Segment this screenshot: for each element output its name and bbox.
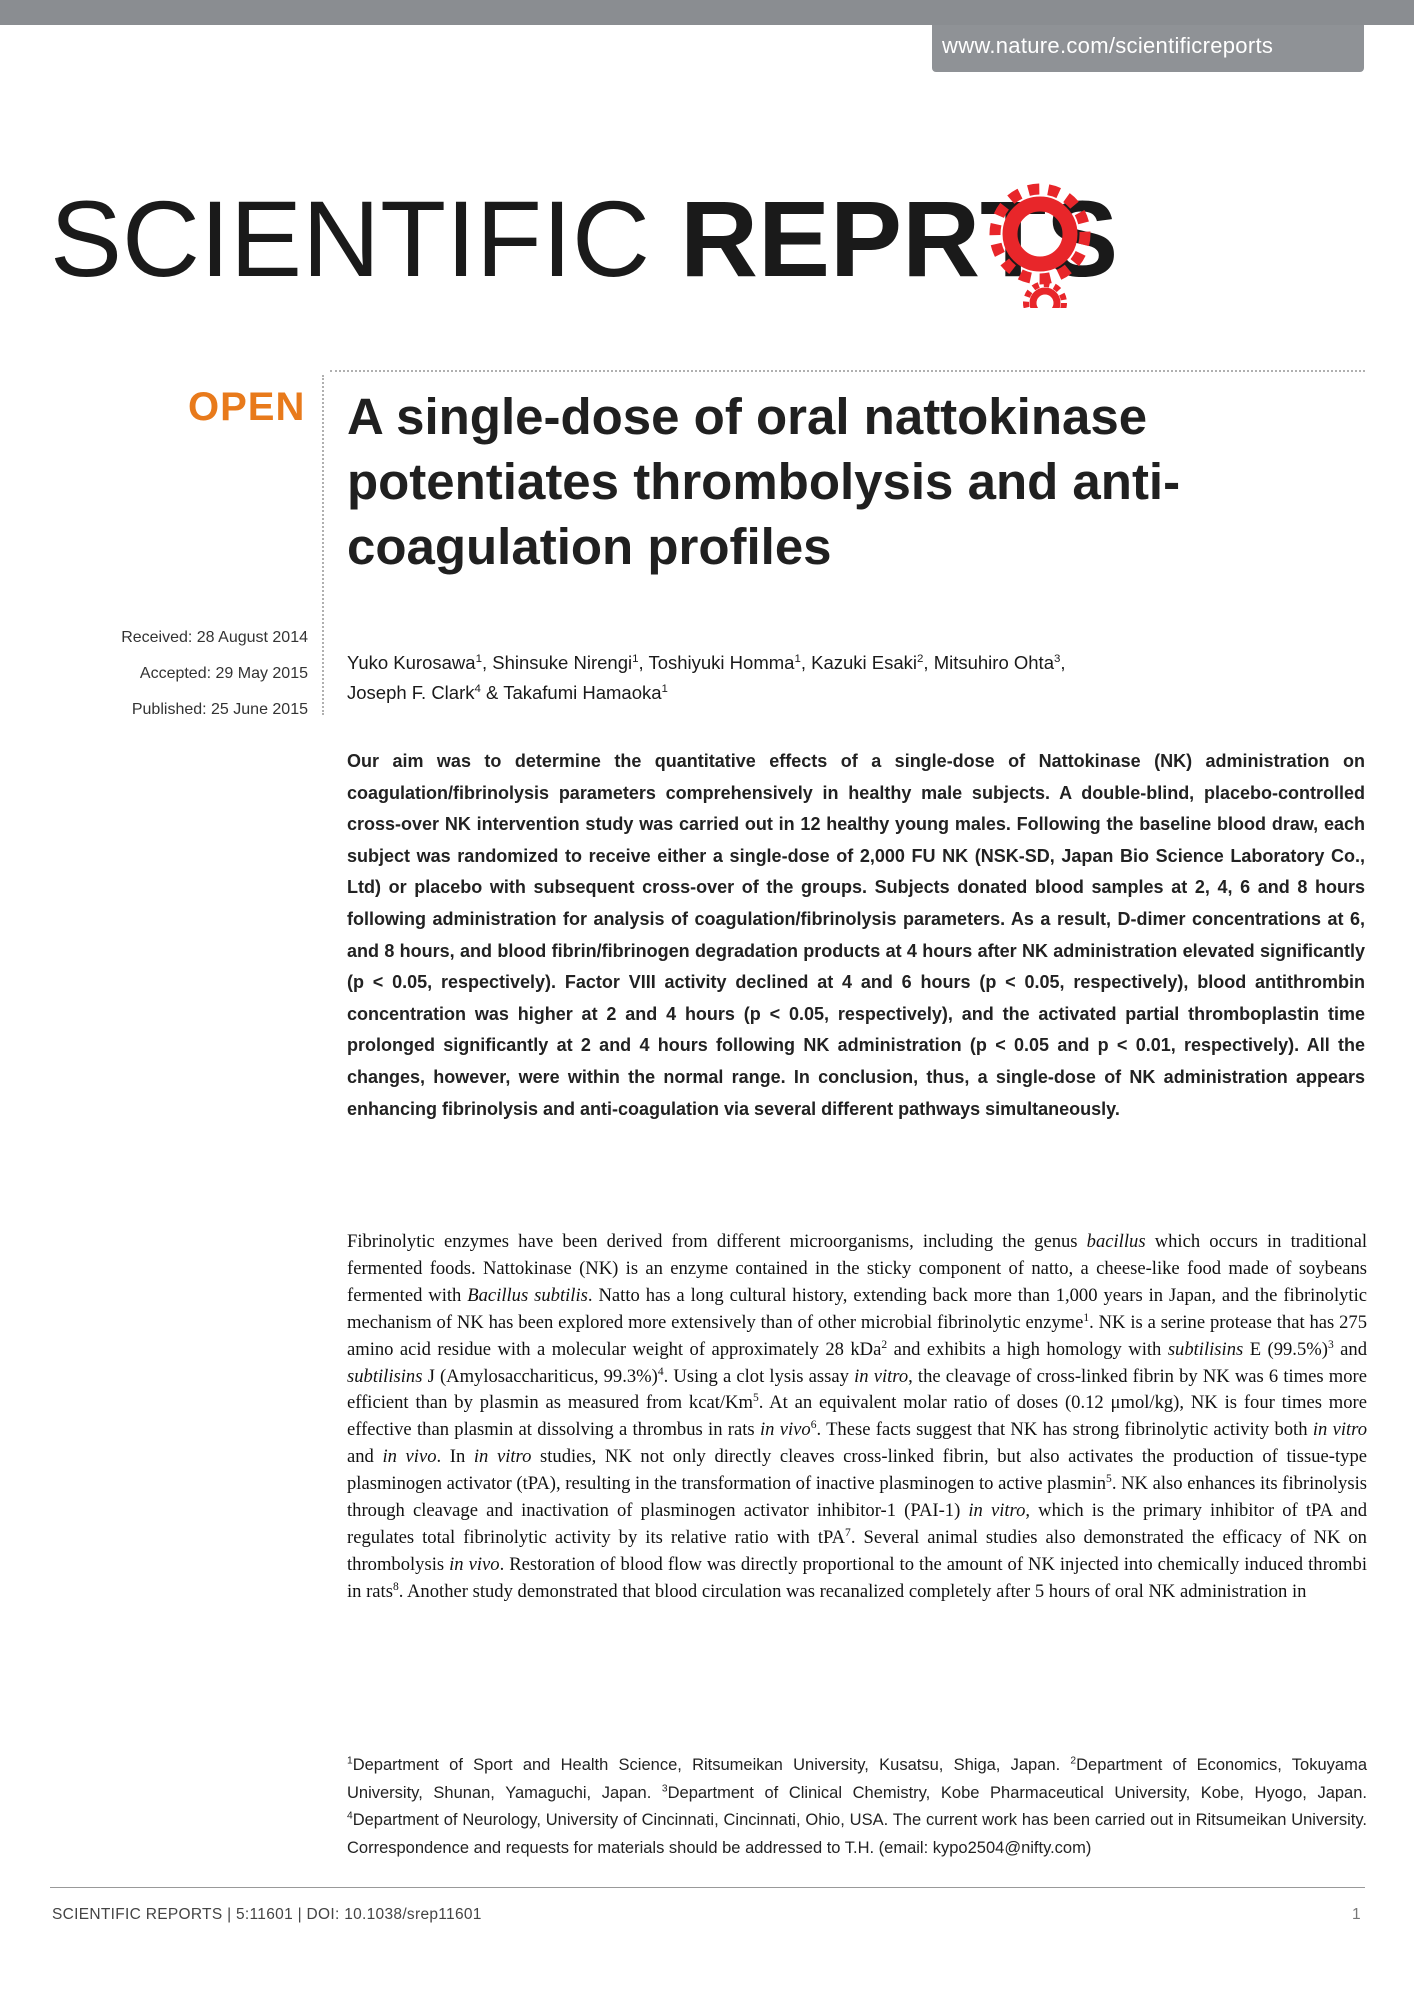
author[interactable]: Yuko Kurosawa	[347, 652, 476, 673]
footer-citation: SCIENTIFIC REPORTS | 5:11601 | DOI: 10.1038/srep11601	[52, 1906, 482, 1923]
open-access-label: OPEN	[188, 385, 306, 429]
author[interactable]: Mitsuhiro Ohta	[933, 652, 1054, 673]
title-divider	[330, 370, 1365, 372]
footer-rule	[50, 1887, 1365, 1888]
author[interactable]: Joseph F. Clark	[347, 682, 475, 703]
journal-url-link[interactable]: www.nature.com/scientificreports	[942, 33, 1274, 58]
top-banner	[0, 0, 1414, 25]
author-list: Yuko Kurosawa$^1$, Shinsuke Nirengi$^1$, Toshiyuki Homma$^1$, Kazuki Esaki$^2$, Mitsuhiro Ohta$^3$, Joseph F. Clark$^4$ & Takafumi Hamaoka$^1$	[347, 652, 1066, 703]
logo-text-scientific: SCIENTIFIC	[50, 178, 681, 299]
author[interactable]: Kazuki Esaki	[811, 652, 918, 673]
received-date: Received: 28 August 2014	[121, 629, 308, 646]
side-divider	[322, 375, 324, 715]
article-title: A single-dose of oral nattokinase potentiates thrombolysis and anti-coagulation profiles	[347, 388, 1181, 575]
journal-logo	[50, 168, 1380, 308]
page-number: 1	[1352, 1906, 1361, 1923]
abstract: Our aim was to determine the quantitative effects of a single-dose of Nattokinase (NK) administration on coagulation/fibrinolysis parameters comprehensively in healthy male subjects. A double-blind, placebo-controlled cross-over NK intervention study was carried out in 12 healthy young males. Following the baseline blood draw, each subject was randomized to receive either a single-dose of 2,000 FU NK (NSK-SD, Japan Bio Science Laboratory Co., Ltd) or placebo with subsequent cross-over of the groups. Subjects donated blood samples at 2, 4, 6 and 8 hours following administration for analysis of coagulation/fibrinolysis parameters. As a result, D-dimer concentrations at 6, and 8 hours, and blood fibrin/fibrinogen degradation products at 4 hours after NK administration elevated significantly (p < 0.05, respectively). Factor VIII activity declined at 4 and 6 hours (p < 0.05, respectively), blood antithrombin concentration was higher at 2 and 4 hours (p < 0.05, respectively), and the activated partial thromboplastin time prolonged significantly at 2 and 4 hours following NK administration (p < 0.05 and p < 0.01, respectively). All the changes, however, were within the normal range. In conclusion, thus, a single-dose of NK administration appears enhancing fibrinolysis and anti-coagulation via several different pathways simultaneously.	[347, 751, 1365, 1119]
article-dates	[40, 620, 308, 728]
svg-text:SCIENTIFIC REPRTS	[50, 178, 1118, 299]
author[interactable]: Takafumi Hamaoka	[503, 682, 662, 703]
author[interactable]: Shinsuke Nirengi	[492, 652, 633, 673]
published-date: Published: 25 June 2015	[131, 701, 308, 718]
author[interactable]: Toshiyuki Homma	[648, 652, 795, 673]
logo-text-rep: REP	[680, 178, 903, 299]
body-text: Fibrinolytic enzymes have been derived from different microorganisms, including the genus bacillus which occurs in traditional fermented foods. Nattokinase (NK) is an enzyme contained in the sticky component of natto, a cheese-like food made of soybeans fermented with Bacillus subtilis. Natto has a long cultural history, extending back more than 1,000 years in Japan, and the fibrinolytic mechanism of NK has been explored more extensively than of other microbial fibrinolytic enzyme$^1$. NK is a serine protease that has 275 amino acid residue with a molecular weight of approximately 28 kDa$^2$ and exhibits a high homology with subtilisins E $(99.5\%)^3$ and subtilisins J (Amylosacchariticus, 99.3%)$^4$. Using a clot lysis assay in vitro, the cleavage of cross-linked fibrin by NK was 6 times more efficient than by plasmin as measured from kcat/Km$^5$. At an equivalent molar ratio of doses (0.12 μmol/kg), NK is four times more effective than plasmin at dissolving a thrombus in rats in vivo$^6$. These facts suggest that NK has strong fibrinolytic activity both in vitro and in vivo. In in vitro studies, NK not only directly cleaves cross-linked fibrin, but also activates the production of tissue-type plasminogen activator (tPA), resulting in the transformation of inactive plasminogen to active plasmin$^5$. NK also enhances its fibrinolysis through cleavage and inactivation of plasminogen activator inhibitor-1 (PAI-1) in vitro, which is the primary inhibitor of tPA and regulates total fibrinolytic activity by its relative ratio with tPA$^7$. Several animal studies also demonstrated the efficacy of NK on thrombolysis in vivo. Restoration of blood flow was directly proportional to the amount of NK injected into chemically induced thrombi in rats$^8$. Another study demonstrated that blood circulation was recanalized completely after 5 hours of oral NK administration in	[347, 1231, 1368, 1602]
accepted-date: Accepted: 29 May 2015	[139, 665, 308, 682]
affiliations: $^1$Department of Sport and Health Science, Ritsumeikan University, Kusatsu, Shiga, Japan. $^2$Department of Economics, Tokuyama University, Shunan, Yamaguchi, Japan. $^3$Department of Clinical Chemistry, Kobe Pharmaceutical University, Kobe, Hyogo, Japan. $^4$Department of Neurology, University of Cincinnati, Cincinnati, Ohio, USA. The current work has been carried out in Ritsumeikan University. Correspondence and requests for materials should be addressed to T.H. (email: kypo2504@nifty.com)	[347, 1755, 1367, 1857]
logo-text-rts: RTS	[902, 178, 1119, 299]
